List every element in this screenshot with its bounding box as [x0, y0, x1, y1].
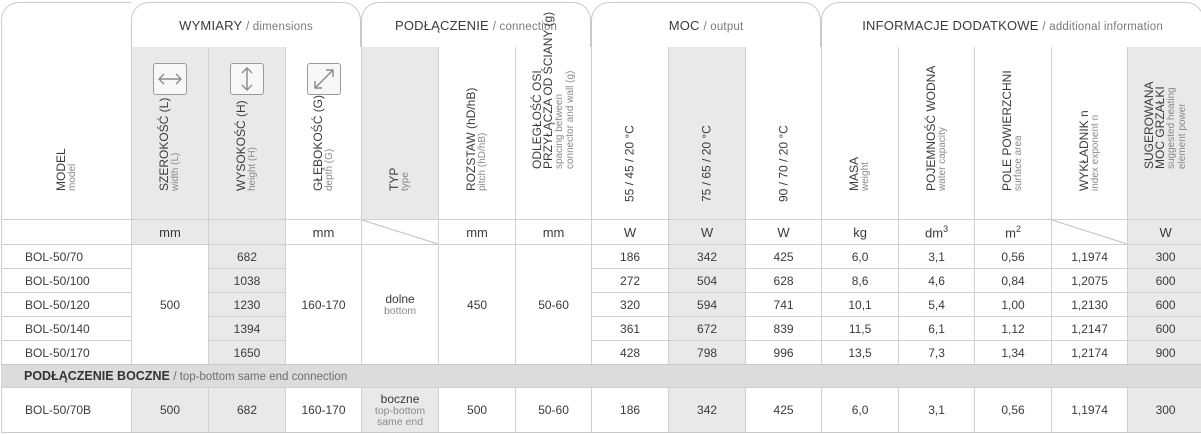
- cell-model: BOL-50/70: [1, 244, 131, 268]
- col-spacing-en1: spacing between: [553, 93, 565, 169]
- cell-type-pl: dolne: [385, 291, 415, 306]
- col-spacing-en2: connector and wall (g): [564, 70, 576, 169]
- cell-output-75: 594: [668, 292, 745, 316]
- col-water-pl: POJEMNOŚĆ WODNA: [923, 65, 938, 191]
- cell-output-75: 504: [668, 268, 745, 292]
- cell-height: 682: [208, 244, 285, 268]
- cell-height: 682: [208, 387, 285, 433]
- unit-water: [898, 219, 974, 244]
- cell-model: BOL-50/140: [1, 316, 131, 340]
- col-width-pl: SZEROKOŚĆ (L): [157, 97, 171, 191]
- cell-model: BOL-50/120: [1, 292, 131, 316]
- unit-mass: kg: [821, 219, 898, 244]
- col-spacing-pl1: ODLEGŁOŚĆ OSI: [529, 70, 544, 169]
- group-header-row: [1, 2, 1201, 47]
- cell-output-55: 186: [591, 387, 668, 433]
- unit-height: [208, 219, 285, 244]
- cell-mass: 6,0: [821, 387, 898, 433]
- group-output-pl: MOC: [668, 17, 700, 33]
- cell-output-55: 361: [591, 316, 668, 340]
- cell-output-55: 428: [591, 340, 668, 364]
- col-exponent: [1051, 47, 1127, 219]
- cell-output-55: 186: [591, 244, 668, 268]
- column-header-row: [1, 47, 1201, 219]
- col-type: [361, 47, 438, 219]
- unit-type: [361, 219, 438, 244]
- cell-heater: 300: [1127, 387, 1201, 433]
- col-type-en: type: [400, 172, 412, 191]
- cell-type-en2: same end: [376, 415, 424, 428]
- col-heater-en2: element power: [1176, 103, 1188, 169]
- unit-output-75: W: [668, 219, 745, 244]
- section-title-pl: PODŁĄCZENIE BOCZNE: [24, 369, 170, 383]
- col-water: [898, 47, 974, 219]
- cell-output-90: 839: [745, 316, 821, 340]
- cell-spacing: 50-60: [515, 387, 591, 433]
- cell-output-90: 425: [745, 387, 821, 433]
- col-output-90: [745, 47, 821, 219]
- col-heater: [1127, 47, 1201, 219]
- cell-water: 3,1: [898, 387, 974, 433]
- cell-water: 7,3: [898, 340, 974, 364]
- col-height: [208, 47, 285, 219]
- cell-mass: 6,0: [821, 244, 898, 268]
- col-mass-en: weight: [860, 162, 872, 191]
- diagonal-arrows-icon: [307, 63, 341, 95]
- unit-depth: mm: [285, 219, 361, 244]
- cell-output-55: 320: [591, 292, 668, 316]
- col-height-en: height (H): [247, 147, 258, 191]
- section-title-en: top-bottom same end connection: [179, 371, 348, 383]
- cell-output-75: 672: [668, 316, 745, 340]
- cell-water: 3,1: [898, 244, 974, 268]
- col-pitch-en: pitch (hD/hB): [477, 132, 489, 191]
- cell-model: BOL-50/100: [1, 268, 131, 292]
- cell-type: [361, 244, 438, 364]
- col-pitch-pl: ROZSTAW (hD/hB): [464, 87, 479, 191]
- group-dimensions-pl: WYMIARY: [179, 17, 243, 33]
- cell-model: BOL-50/170: [1, 340, 131, 364]
- cell-type-en1: top-bottom: [374, 404, 426, 417]
- col-model: [1, 2, 131, 219]
- cell-height: 1038: [208, 268, 285, 292]
- unit-pitch: mm: [438, 219, 515, 244]
- cell-height: 1650: [208, 340, 285, 364]
- col-output-55-label: 55 / 45 / 20 °C: [622, 125, 637, 202]
- table-row: [1, 387, 1201, 433]
- cell-exponent: 1,2147: [1051, 316, 1127, 340]
- unit-output-55: W: [591, 219, 668, 244]
- col-depth-en: depth (G): [323, 148, 335, 191]
- cell-output-90: 741: [745, 292, 821, 316]
- cell-heater: 900: [1127, 340, 1201, 364]
- group-additional-pl: INFORMACJE DODATKOWE: [862, 17, 1039, 33]
- unit-spacing: mm: [515, 219, 591, 244]
- cell-mass: 8,6: [821, 268, 898, 292]
- spec-table: [1, 2, 1201, 433]
- col-depth: [285, 47, 361, 219]
- col-heater-en1: suggested heating: [1165, 87, 1177, 169]
- unit-heater: W: [1127, 219, 1201, 244]
- cell-surface: 1,12: [974, 316, 1051, 340]
- col-model-en: model: [66, 163, 78, 191]
- cell-type: [361, 387, 438, 433]
- col-model-pl: MODEL: [53, 148, 68, 191]
- horizontal-arrows-icon: [153, 63, 187, 95]
- cell-output-75: 798: [668, 340, 745, 364]
- col-surface: [974, 47, 1051, 219]
- units-row: [1, 219, 1201, 244]
- cell-heater: 600: [1127, 268, 1201, 292]
- section-header-row: [1, 364, 1201, 387]
- col-output-90-label: 90 / 70 / 20 °C: [776, 125, 791, 202]
- cell-exponent: 1,2075: [1051, 268, 1127, 292]
- unit-water-base: dm: [925, 225, 944, 241]
- col-mass-pl: MASA: [847, 156, 862, 191]
- cell-output-90: 628: [745, 268, 821, 292]
- col-mass: [821, 47, 898, 219]
- col-width: [131, 47, 208, 219]
- group-additional-en: additional information: [1049, 20, 1163, 33]
- group-additional: INFORMACJE DODATKOWE / additional information: [821, 2, 1201, 47]
- cell-heater: 600: [1127, 316, 1201, 340]
- cell-output-90: 996: [745, 340, 821, 364]
- unit-surface-sup: 2: [1015, 223, 1021, 234]
- table-row: [1, 244, 1201, 268]
- group-connection: PODŁĄCZENIE / connection: [361, 2, 591, 47]
- cell-spacing: 50-60: [515, 244, 591, 364]
- cell-water: 4,6: [898, 268, 974, 292]
- col-depth-pl: GŁĘBOKOŚĆ (G): [310, 94, 325, 191]
- cell-exponent: 1,1974: [1051, 244, 1127, 268]
- cell-mass: 10,1: [821, 292, 898, 316]
- col-surface-en: surface area: [1013, 135, 1025, 191]
- group-output: MOC / output: [591, 2, 821, 47]
- unit-exponent: [1051, 219, 1127, 244]
- cell-depth: 160-170: [285, 244, 361, 364]
- cell-surface: 0,56: [974, 244, 1051, 268]
- col-surface-pl: POLE POWIERZCHNI: [1000, 70, 1015, 191]
- group-output-en: output: [710, 20, 744, 33]
- col-output-75-label: 75 / 65 / 20 °C: [699, 125, 714, 202]
- cell-depth: 160-170: [285, 387, 361, 433]
- unit-output-90: W: [745, 219, 821, 244]
- col-exponent-pl: WYKŁADNIK n: [1076, 110, 1091, 191]
- col-output-75: [668, 47, 745, 219]
- group-dimensions: WYMIARY / dimensions: [131, 2, 361, 47]
- cell-water: 6,1: [898, 316, 974, 340]
- cell-type-en: bottom: [383, 304, 417, 317]
- vertical-arrows-icon: [230, 63, 264, 95]
- section-title: PODŁĄCZENIE BOCZNE / top-bottom same end connection: [1, 364, 1201, 387]
- group-connection-pl: PODŁĄCZENIE: [394, 17, 489, 33]
- cell-output-75: 342: [668, 387, 745, 433]
- cell-water: 5,4: [898, 292, 974, 316]
- unit-width: mm: [131, 219, 208, 244]
- cell-output-55: 272: [591, 268, 668, 292]
- cell-output-90: 425: [745, 244, 821, 268]
- unit-model: [1, 219, 131, 244]
- group-connection-en: connection: [499, 20, 558, 33]
- cell-exponent: 1,2174: [1051, 340, 1127, 364]
- col-output-55: [591, 47, 668, 219]
- unit-surface: [974, 219, 1051, 244]
- col-water-en: water capacity: [936, 127, 948, 191]
- col-heater-pl1: SUGEROWANA: [1141, 81, 1156, 169]
- cell-exponent: 1,2130: [1051, 292, 1127, 316]
- cell-width: 500: [131, 244, 208, 364]
- cell-mass: 13,5: [821, 340, 898, 364]
- cell-heater: 300: [1127, 244, 1201, 268]
- col-heater-pl2: MOC GRZAŁKI: [1152, 86, 1167, 169]
- unit-surface-base: m: [1005, 225, 1016, 241]
- cell-surface: 1,00: [974, 292, 1051, 316]
- cell-surface: 0,56: [974, 387, 1051, 433]
- cell-heater: 600: [1127, 292, 1201, 316]
- cell-type-pl: boczne: [380, 391, 420, 406]
- cell-exponent: 1,1974: [1051, 387, 1127, 433]
- unit-water-sup: 3: [943, 223, 949, 234]
- cell-output-75: 342: [668, 244, 745, 268]
- col-exponent-en: index exponent n: [1089, 114, 1101, 191]
- col-height-pl: WYSOKOŚĆ (H): [234, 100, 248, 191]
- cell-model: BOL-50/70B: [1, 387, 131, 433]
- col-type-pl: TYP: [387, 167, 402, 191]
- cell-height: 1230: [208, 292, 285, 316]
- cell-surface: 1,34: [974, 340, 1051, 364]
- cell-pitch: 450: [438, 244, 515, 364]
- col-spacing-pl2: PRZYŁĄCZA OD ŚCIANY (g): [540, 11, 555, 169]
- cell-pitch: 500: [438, 387, 515, 433]
- cell-width: 500: [131, 387, 208, 433]
- col-width-en: width (L): [170, 152, 181, 191]
- cell-mass: 11,5: [821, 316, 898, 340]
- col-pitch: [438, 47, 515, 219]
- cell-surface: 0,84: [974, 268, 1051, 292]
- cell-height: 1394: [208, 316, 285, 340]
- group-dimensions-en: dimensions: [252, 20, 313, 33]
